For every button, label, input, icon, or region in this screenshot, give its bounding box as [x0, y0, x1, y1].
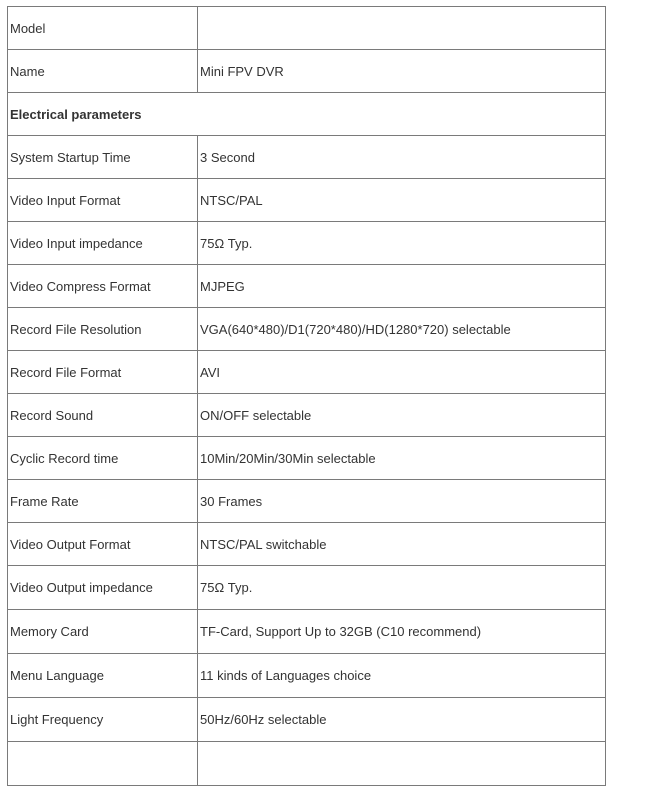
row-label-frame-rate: Frame Rate — [8, 480, 198, 523]
table-row — [8, 523, 606, 566]
table-row — [8, 698, 606, 742]
row-label-video-output-impedance: Video Output impedance — [8, 566, 198, 610]
table-row — [8, 308, 606, 351]
row-value-video-output-impedance: 75Ω Typ. — [198, 566, 606, 610]
table-row — [8, 654, 606, 698]
row-value-startup-time: 3 Second — [198, 136, 606, 179]
table-row — [8, 566, 606, 610]
table-row — [8, 179, 606, 222]
row-label-video-compress-format: Video Compress Format — [8, 265, 198, 308]
row-label-startup-time: System Startup Time — [8, 136, 198, 179]
row-value-video-compress-format: MJPEG — [198, 265, 606, 308]
row-label-name: Name — [8, 50, 198, 93]
row-value-memory-card: TF-Card, Support Up to 32GB (C10 recommend) — [198, 610, 606, 654]
table-row — [8, 351, 606, 394]
row-value-empty — [198, 742, 606, 786]
table-row — [8, 265, 606, 308]
table-row — [8, 437, 606, 480]
spec-table-body — [8, 7, 606, 786]
table-row — [8, 50, 606, 93]
row-value-record-sound: ON/OFF selectable — [198, 394, 606, 437]
spec-table — [7, 6, 606, 786]
row-label-menu-language: Menu Language — [8, 654, 198, 698]
row-label-light-frequency: Light Frequency — [8, 698, 198, 742]
row-label-empty — [8, 742, 198, 786]
row-value-video-input-impedance: 75Ω Typ. — [198, 222, 606, 265]
row-value-video-input-format: NTSC/PAL — [198, 179, 606, 222]
row-label-record-file-resolution: Record File Resolution — [8, 308, 198, 351]
row-value-record-file-resolution: VGA(640*480)/D1(720*480)/HD(1280*720) selectable — [198, 308, 606, 351]
row-label-cyclic-record-time: Cyclic Record time — [8, 437, 198, 480]
table-row — [8, 222, 606, 265]
section-heading-electrical: Electrical parameters — [8, 93, 606, 136]
row-value-record-file-format: AVI — [198, 351, 606, 394]
row-label-record-sound: Record Sound — [8, 394, 198, 437]
row-value-frame-rate: 30 Frames — [198, 480, 606, 523]
row-label-video-input-format: Video Input Format — [8, 179, 198, 222]
row-value-cyclic-record-time: 10Min/20Min/30Min selectable — [198, 437, 606, 480]
row-value-name: Mini FPV DVR — [198, 50, 606, 93]
row-value-menu-language: 11 kinds of Languages choice — [198, 654, 606, 698]
table-row-partial — [8, 742, 606, 786]
row-value-video-output-format: NTSC/PAL switchable — [198, 523, 606, 566]
row-value-light-frequency: 50Hz/60Hz selectable — [198, 698, 606, 742]
row-label-record-file-format: Record File Format — [8, 351, 198, 394]
table-row — [8, 610, 606, 654]
table-row — [8, 7, 606, 50]
table-row — [8, 136, 606, 179]
table-row — [8, 394, 606, 437]
row-label-memory-card: Memory Card — [8, 610, 198, 654]
row-value-model — [198, 7, 606, 50]
row-label-model: Model — [8, 7, 198, 50]
table-row — [8, 480, 606, 523]
row-label-video-input-impedance: Video Input impedance — [8, 222, 198, 265]
row-label-video-output-format: Video Output Format — [8, 523, 198, 566]
section-row — [8, 93, 606, 136]
